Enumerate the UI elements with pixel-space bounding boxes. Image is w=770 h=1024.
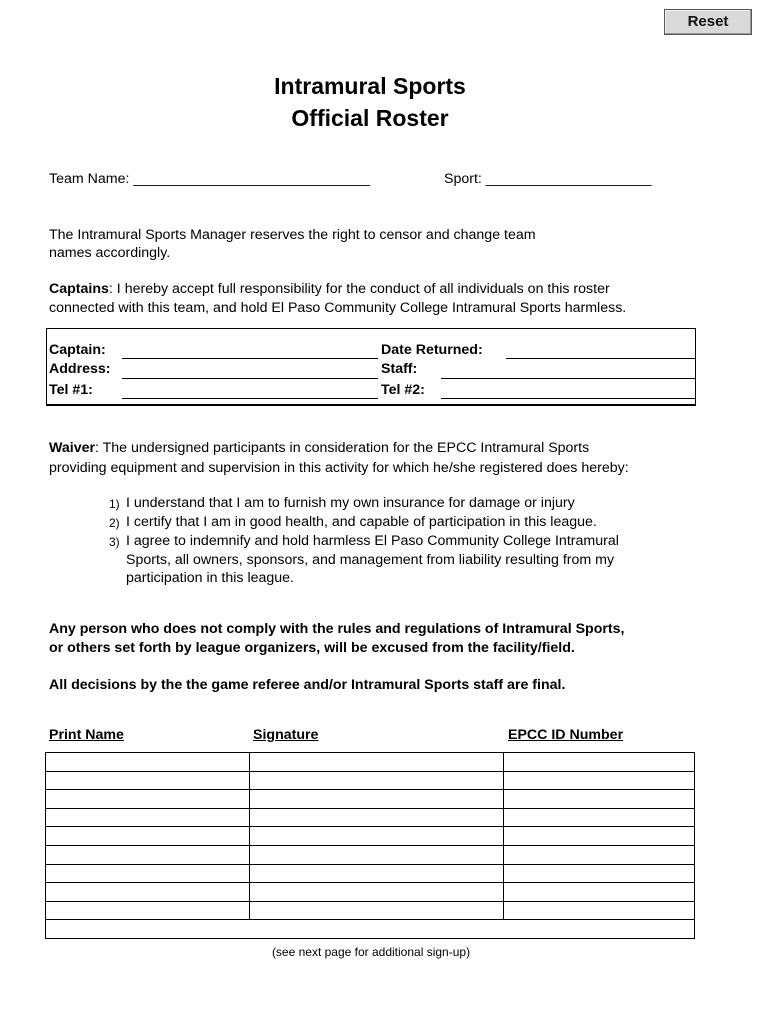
- notice-line-1: The Intramural Sports Manager reserves the right to censor and change team: [49, 227, 536, 243]
- signature-cell[interactable]: [250, 901, 504, 920]
- rules-line-2: or others set forth by league organizers, will be excused from the facility/field.: [49, 640, 575, 656]
- rules-line-1: Any person who does not comply with the rules and regulations of Intramural Sports,: [49, 621, 625, 637]
- tel2-input[interactable]: [441, 398, 695, 399]
- roster-table: [45, 752, 695, 939]
- date-returned-label: Date Returned:: [381, 342, 483, 358]
- captains-line-2: connected with this team, and hold El Paso Community College Intramural Sports harmless.: [49, 300, 627, 316]
- table-row: [46, 771, 695, 790]
- print-name-cell[interactable]: [46, 753, 250, 772]
- column-header-signature: Signature: [253, 727, 319, 743]
- table-row: [46, 845, 695, 864]
- captains-lead: Captains: [49, 281, 109, 297]
- signature-cell[interactable]: [250, 827, 504, 846]
- tel1-label: Tel #1:: [49, 382, 93, 398]
- captains-line-1: [49, 280, 610, 299]
- date-returned-input[interactable]: [506, 358, 695, 359]
- table-row: [46, 883, 695, 902]
- table-row: [46, 827, 695, 846]
- column-header-epcc-id: EPCC ID Number: [508, 727, 624, 743]
- list-item-1: I understand that I am to furnish my own insurance for damage or injury: [126, 495, 575, 511]
- captains-text: : I hereby accept full responsibility for the conduct of all individuals on this roster: [108, 281, 610, 297]
- address-label: Address:: [49, 361, 111, 377]
- print-name-cell[interactable]: [46, 883, 250, 902]
- table-row: [46, 808, 695, 827]
- signature-cell[interactable]: [250, 883, 504, 902]
- list-number-3: 3): [109, 535, 120, 549]
- print-name-cell[interactable]: [46, 827, 250, 846]
- epcc-id-cell[interactable]: [504, 901, 695, 920]
- staff-input[interactable]: [441, 378, 695, 379]
- notice-line-2: names accordingly.: [49, 245, 171, 261]
- waiver-lead: Waiver: [49, 440, 95, 456]
- blank-row-cell[interactable]: [46, 920, 695, 939]
- captain-label: Captain:: [49, 342, 106, 358]
- title-line-2: Official Roster: [291, 105, 449, 131]
- tel1-input[interactable]: [122, 398, 378, 399]
- epcc-id-cell[interactable]: [504, 864, 695, 883]
- waiver-line-2: providing equipment and supervision in this activity for which he/she registered does hereby:: [49, 460, 629, 476]
- staff-label: Staff:: [381, 361, 418, 377]
- reset-button[interactable]: Reset: [664, 9, 752, 35]
- epcc-id-cell[interactable]: [504, 771, 695, 790]
- print-name-cell[interactable]: [46, 901, 250, 920]
- print-name-cell[interactable]: [46, 864, 250, 883]
- epcc-id-cell[interactable]: [504, 753, 695, 772]
- epcc-id-cell[interactable]: [504, 808, 695, 827]
- signature-cell[interactable]: [250, 753, 504, 772]
- print-name-cell[interactable]: [46, 845, 250, 864]
- print-name-cell[interactable]: [46, 790, 250, 809]
- signature-cell[interactable]: [250, 771, 504, 790]
- captain-info-box: [46, 328, 696, 406]
- epcc-id-cell[interactable]: [504, 883, 695, 902]
- captain-input[interactable]: [122, 358, 378, 359]
- list-item-3-line-3: participation in this league.: [126, 570, 294, 586]
- waiver-line-1: [49, 439, 589, 458]
- column-header-print-name: Print Name: [49, 727, 124, 743]
- table-row: [46, 790, 695, 809]
- decisions-text: All decisions by the the game referee and/or Intramural Sports staff are final.: [49, 677, 566, 693]
- list-number-2: 2): [109, 516, 120, 530]
- table-row-last: [46, 920, 695, 939]
- list-item-2: I certify that I am in good health, and capable of participation in this league.: [126, 514, 597, 530]
- table-row: [46, 753, 695, 772]
- list-item-3-line-1: I agree to indemnify and hold harmless El Paso Community College Intramural: [126, 533, 619, 549]
- waiver-text: : The undersigned participants in consideration for the EPCC Intramural Sports: [95, 440, 590, 456]
- table-row: [46, 864, 695, 883]
- title-line-1: Intramural Sports: [274, 73, 466, 99]
- list-number-1: 1): [109, 497, 120, 511]
- epcc-id-cell[interactable]: [504, 790, 695, 809]
- list-item-3-line-2: Sports, all owners, sponsors, and management from liability resulting from my: [126, 552, 615, 568]
- signature-cell[interactable]: [250, 790, 504, 809]
- epcc-id-cell[interactable]: [504, 827, 695, 846]
- signature-cell[interactable]: [250, 808, 504, 827]
- address-input[interactable]: [122, 378, 378, 379]
- sport-field[interactable]: Sport: _____________________: [444, 171, 652, 187]
- print-name-cell[interactable]: [46, 771, 250, 790]
- signature-cell[interactable]: [250, 845, 504, 864]
- table-row: [46, 901, 695, 920]
- tel2-label: Tel #2:: [381, 382, 425, 398]
- epcc-id-cell[interactable]: [504, 845, 695, 864]
- team-name-field[interactable]: Team Name: ______________________________: [49, 171, 371, 187]
- footnote: (see next page for additional sign-up): [271, 945, 471, 959]
- print-name-cell[interactable]: [46, 808, 250, 827]
- signature-cell[interactable]: [250, 864, 504, 883]
